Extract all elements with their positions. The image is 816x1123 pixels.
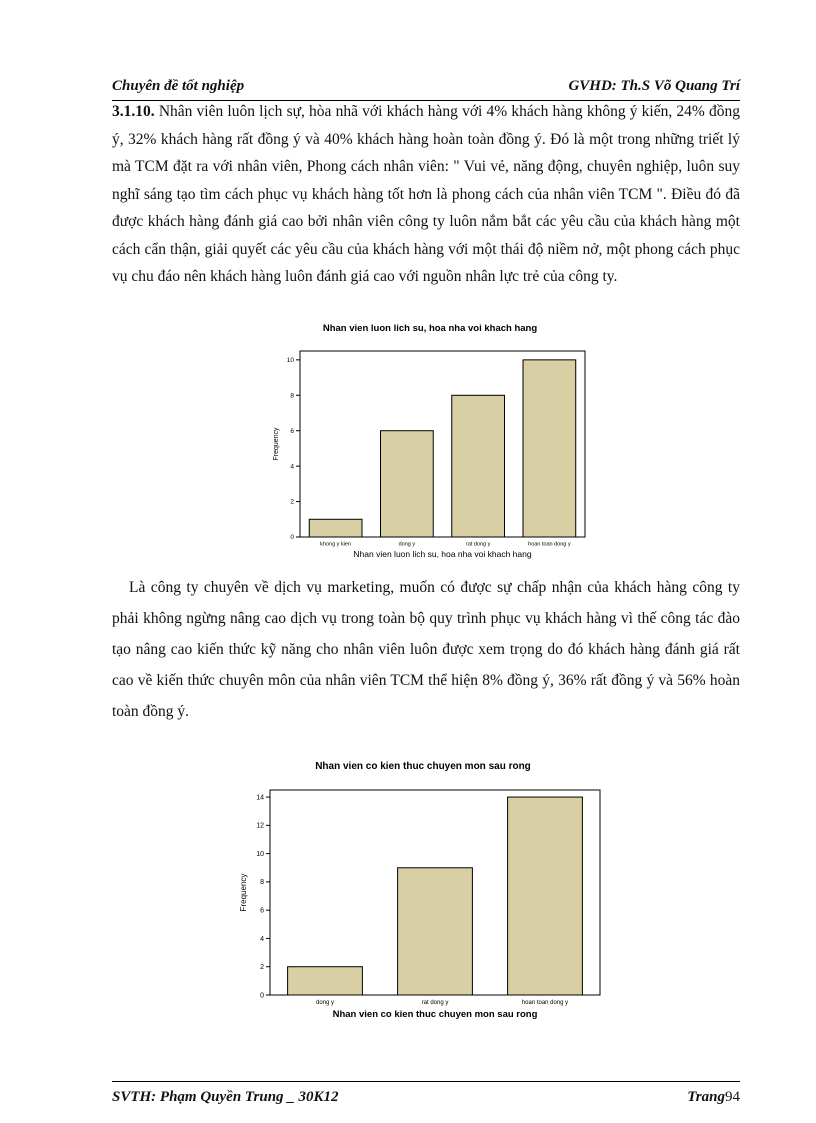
- header-advisor: GVHD: Th.S Võ Quang Trí: [568, 78, 740, 94]
- chart-courtesy: [265, 318, 595, 560]
- x-tick-label: hoan toan dong y: [528, 541, 571, 548]
- y-tick-label: 14: [256, 794, 264, 802]
- chart-courtesy-svg: [265, 318, 595, 560]
- bar: [398, 868, 473, 995]
- x-tick-label: dong y: [398, 541, 416, 548]
- footer-author: SVTH: Phạm Quyền Trung _ 30K12: [112, 1089, 339, 1105]
- y-tick-label: 2: [260, 964, 264, 972]
- x-tick-label: rat dong y: [421, 1000, 449, 1006]
- bar: [309, 519, 362, 537]
- y-tick-label: 4: [290, 463, 294, 471]
- x-axis-label: Nhan vien luon lich su, hoa nha voi khach hang: [353, 549, 532, 559]
- y-tick-label: 6: [290, 427, 294, 435]
- y-tick-label: 6: [260, 907, 264, 915]
- paragraph-staff-courtesy: [112, 98, 740, 291]
- x-tick-label: hoan toan dong y: [521, 1000, 569, 1006]
- x-axis-label: Nhan vien co kien thuc chuyen mon sau rong: [332, 1009, 538, 1020]
- page-footer: [112, 1081, 740, 1105]
- y-axis-label: Frequency: [273, 427, 280, 461]
- x-tick-label: dong y: [315, 1000, 335, 1006]
- header-title: Chuyên đề tốt nghiệp: [112, 78, 245, 94]
- section-number: 3.1.10.: [112, 103, 155, 120]
- bar: [381, 431, 434, 537]
- page-number: 94: [725, 1089, 740, 1105]
- bar: [508, 797, 583, 995]
- paragraph-staff-knowledge: Là công ty chuyên về dịch vụ marketing, muốn có được sự chấp nhận của khách hàng công ty phải không ngừng nâng cao dịch vụ trong toàn bộ quy trình phục vụ khách hàng vì thế công tác đào tạo nâng cao kiến thức kỹ năng cho nhân viên luôn được xem trọng do đó khách hàng đánh giá rất cao về kiến thức chuyên môn của nhân viên TCM thể hiện 8% đồng ý, 36% rất đồng ý và 56% hoàn toàn đồng ý.: [112, 579, 740, 720]
- chart-knowledge: [236, 755, 610, 1025]
- y-tick-label: 8: [290, 392, 294, 400]
- bar: [523, 360, 576, 537]
- chart-title: Nhan vien co kien thuc chuyen mon sau rong: [315, 761, 531, 772]
- footer-page: [687, 1089, 740, 1106]
- y-tick-label: 0: [290, 534, 294, 542]
- bar: [452, 395, 505, 537]
- bar: [288, 967, 363, 995]
- chart-knowledge-svg: [236, 755, 610, 1025]
- y-tick-label: 10: [286, 357, 294, 365]
- paragraph-text: Nhân viên luôn lịch sự, hòa nhã với khách hàng với 4% khách hàng không ý kiến, 24% đồng ý, 32% khách hàng rất đồng ý và 40% khách hàng hoàn toàn đồng ý. Đó là một trong những triết lý mà TCM đặt ra với nhân viên, Phong cách nhân viên: " Vui vẻ, năng động, chuyên nghiệp, luôn suy nghĩ sáng tạo tìm cách phục vụ khách hàng tốt hơn là phong cách của nhân viên TCM ". Điều đó đã được khách hàng đánh giá cao bởi nhân viên công ty luôn nắm bắt các yêu cầu của khách hàng một cách cẩn thận, giải quyết các yêu cầu của khách hàng với một thái độ niềm nở, một phong cách phục vụ chu đáo nên khách hàng luôn đánh giá cao với nguồn nhân lực trẻ của công ty.: [112, 103, 741, 285]
- y-axis-label: Frequency: [239, 873, 248, 912]
- x-tick-label: khong y kien: [320, 541, 352, 548]
- footer-page-label: Trang: [687, 1089, 725, 1105]
- chart-title: Nhan vien luon lich su, hoa nha voi khach hang: [322, 323, 538, 334]
- y-tick-label: 10: [256, 850, 264, 858]
- x-tick-label: rat dong y: [465, 541, 491, 548]
- y-tick-label: 12: [256, 822, 264, 830]
- y-tick-label: 8: [260, 879, 264, 887]
- y-tick-label: 4: [260, 935, 264, 943]
- y-tick-label: 2: [290, 498, 294, 506]
- y-tick-label: 0: [260, 992, 264, 1000]
